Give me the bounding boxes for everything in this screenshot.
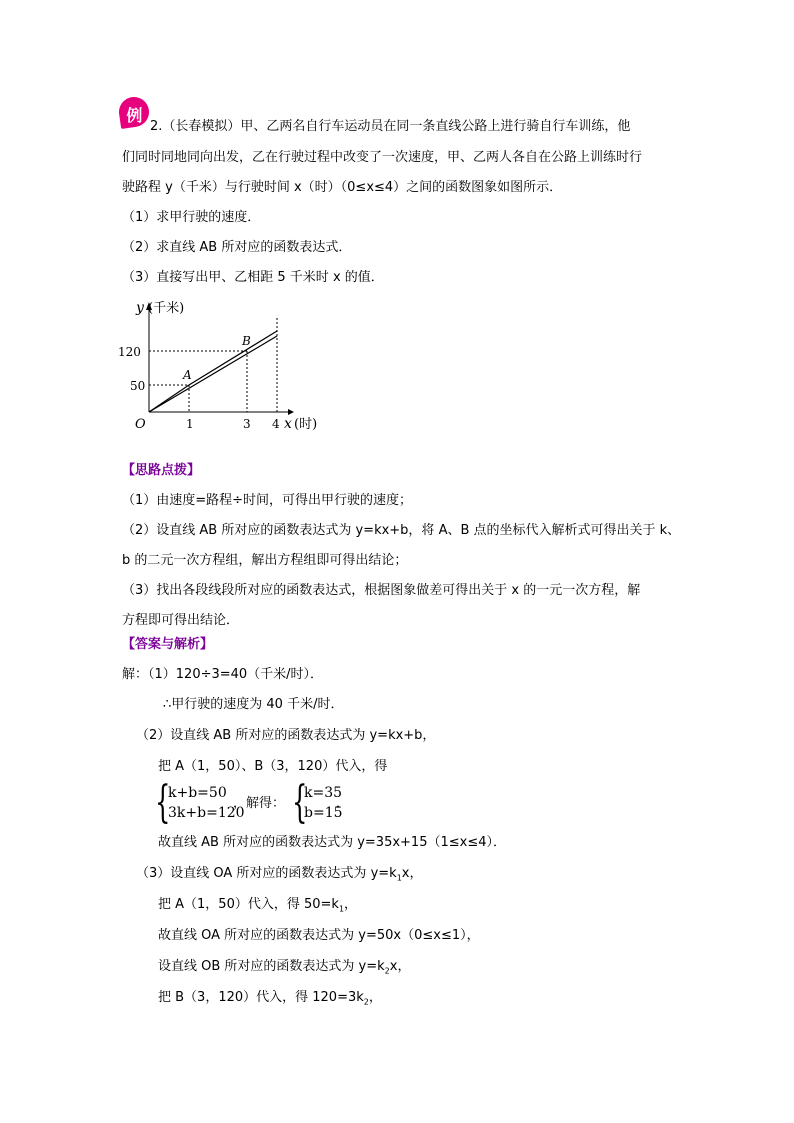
solve-label: ，解得：: [233, 796, 286, 811]
example-badge: [117, 95, 151, 129]
answer-3e: 把 B（3，120）代入，得 $120=3k_2$，: [158, 990, 382, 1007]
y-tick-50: 50: [130, 379, 146, 393]
y-tick-120: 120: [118, 345, 141, 359]
origin-label: O: [135, 417, 146, 432]
y-axis-var: y: [136, 300, 144, 316]
x-axis-arrow: [288, 409, 294, 415]
point-a-label: A: [183, 368, 192, 382]
result-b: b=15: [304, 805, 343, 821]
system-brace: {: [155, 777, 171, 828]
answer-1b: ∴甲行驶的速度为 40 千米/时．: [163, 697, 344, 712]
answer-2b: 把 A（1，50）、B（3，120）代入，得: [158, 759, 388, 774]
x-axis-var: x: [284, 416, 292, 432]
x-axis-unit: (时): [294, 417, 318, 432]
problem-line-1: 2.（长春模拟）甲、乙两名自行车运动员在同一条直线公路上进行骑自行车训练，他: [150, 119, 631, 134]
answer-heading: 【答案与解析】: [122, 637, 214, 652]
x-tick-4: 4: [272, 417, 280, 431]
problem-line-3: 驶路程 y（千米）与行驶时间 x（时）（0≤x≤4）之间的函数图象如图所示．: [122, 180, 563, 195]
line-yi: [149, 331, 277, 412]
result-period: ．: [336, 796, 350, 811]
equation-2: 3k+b=120: [168, 805, 245, 821]
question-3: （3）直接写出甲、乙相距 5 千米时 x 的值．: [122, 270, 384, 285]
y-axis-unit: (千米): [148, 301, 185, 316]
x-tick-3: 3: [243, 417, 251, 431]
answer-2c: 故直线 AB 所对应的函数表达式为 y=35x+15（1≤x≤4）．: [158, 835, 506, 850]
answer-3d: 设直线 OB 所对应的函数表达式为 $y=k_2x$，: [158, 959, 411, 976]
hint-2a: （2）设直线 AB 所对应的函数表达式为 y=kx+b，将 A、B 点的坐标代入解析式可得出关于 k、: [122, 523, 681, 538]
hint-1: （1）由速度=路程÷时间，可得出甲行驶的速度；: [122, 493, 413, 508]
question-1: （1）求甲行驶的速度．: [122, 210, 261, 225]
equation-1: k+b=50: [168, 785, 227, 801]
answer-2a: （2）设直线 AB 所对应的函数表达式为 y=kx+b，: [136, 728, 436, 743]
x-tick-1: 1: [186, 417, 194, 431]
hint-heading: 【思路点拨】: [122, 463, 201, 478]
answer-3a: （3）设直线 OA 所对应的函数表达式为 $y=k_1x$，: [136, 866, 423, 883]
problem-line-2: 们同时同地同向出发，乙在行驶过程中改变了一次速度，甲、乙两人各自在公路上训练时行: [122, 150, 643, 165]
answer-3c: 故直线 OA 所对应的函数表达式为 y=50x（0≤x≤1），: [158, 928, 480, 943]
question-2: （2）求直线 AB 所对应的函数表达式．: [122, 240, 352, 255]
badge-label: 例: [126, 105, 143, 125]
line-jia: [149, 336, 277, 412]
hint-2b: b 的二元一次方程组，解出方程组即可得出结论；: [122, 553, 408, 568]
answer-1a: 解：（1）120÷3=40（千米/时）．: [122, 667, 324, 682]
function-graph: [110, 292, 330, 442]
answer-3b: 把 A（1，50）代入，得 $50=k_1$，: [158, 897, 358, 914]
point-b-label: B: [242, 334, 251, 348]
hint-3b: 方程即可得出结论．: [122, 613, 240, 628]
result-k: k=35: [304, 785, 343, 801]
hint-3a: （3）找出各段线段所对应的函数表达式，根据图象做差可得出关于 x 的一元一次方程，解: [122, 583, 641, 598]
result-brace: {: [292, 777, 308, 828]
